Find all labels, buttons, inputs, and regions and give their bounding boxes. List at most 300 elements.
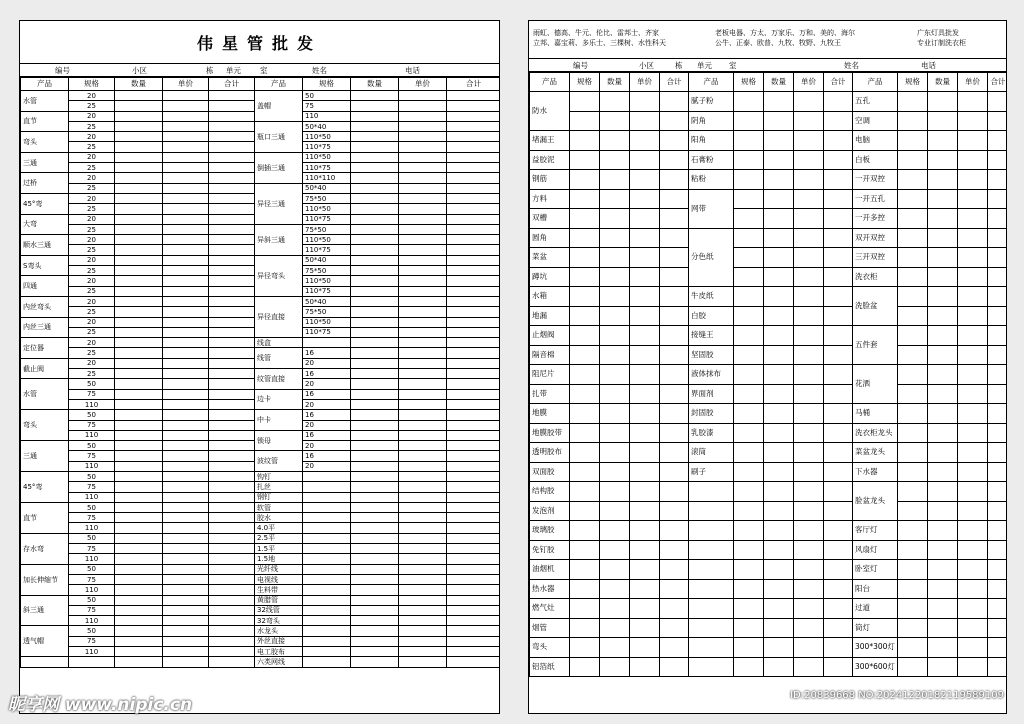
table-row xyxy=(21,585,501,595)
entry-cell xyxy=(600,365,630,385)
spec-cell xyxy=(303,564,351,574)
entry-cell xyxy=(660,482,689,502)
entry-cell xyxy=(447,152,501,162)
entry-cell xyxy=(399,564,447,574)
entry-cell xyxy=(399,513,447,523)
product-name: 免钉胶 xyxy=(530,540,570,560)
spec-cell: 20 xyxy=(69,91,115,101)
entry-cell xyxy=(824,638,853,658)
entry-cell xyxy=(163,595,209,605)
entry-cell xyxy=(447,163,501,173)
entry-cell xyxy=(447,276,501,286)
entry-cell xyxy=(115,214,163,224)
entry-cell xyxy=(734,560,764,580)
entry-cell xyxy=(399,245,447,255)
spec-cell: 25 xyxy=(69,163,115,173)
product-name: 2.5平 xyxy=(255,533,303,543)
entry-cell xyxy=(958,131,988,151)
product-name: 封固胶 xyxy=(689,404,734,424)
entry-cell xyxy=(399,369,447,379)
table-row xyxy=(530,111,1008,131)
entry-cell xyxy=(163,585,209,595)
entry-cell xyxy=(209,338,255,348)
spec-cell: 110 xyxy=(69,523,115,533)
spec-cell: 110 xyxy=(69,647,115,657)
unit-label: 单元 xyxy=(226,66,241,75)
entry-cell xyxy=(898,365,928,385)
entry-cell xyxy=(958,248,988,268)
entry-cell xyxy=(660,599,689,619)
product-name: 地漏 xyxy=(530,306,570,326)
product-name: 直节 xyxy=(21,111,69,132)
product-name: 瓶口三通 xyxy=(255,121,303,152)
entry-cell xyxy=(209,111,255,121)
table-row xyxy=(21,564,501,574)
entry-cell xyxy=(351,276,399,286)
entry-cell xyxy=(570,638,600,658)
number-label: 编号 xyxy=(55,66,70,75)
entry-cell xyxy=(351,451,399,461)
product-name: 水管 xyxy=(21,91,69,112)
entry-cell xyxy=(794,228,824,248)
entry-cell xyxy=(824,267,853,287)
entry-cell xyxy=(163,564,209,574)
entry-cell xyxy=(115,296,163,306)
entry-cell xyxy=(163,441,209,451)
entry-cell xyxy=(115,142,163,152)
table-row xyxy=(530,540,1008,560)
entry-cell xyxy=(115,204,163,214)
entry-cell xyxy=(351,245,399,255)
entry-cell xyxy=(115,121,163,131)
product-name: 4.0平 xyxy=(255,523,303,533)
product-name: 菜盆 xyxy=(530,248,570,268)
product-name: 1.5地 xyxy=(255,554,303,564)
entry-cell xyxy=(794,521,824,541)
unit-label: 单元 xyxy=(697,61,712,70)
entry-cell xyxy=(209,266,255,276)
spec-cell: 20 xyxy=(303,379,351,389)
entry-cell xyxy=(399,358,447,368)
entry-cell xyxy=(660,209,689,229)
entry-cell xyxy=(630,150,660,170)
table-row xyxy=(530,443,1008,463)
entry-cell xyxy=(570,92,600,112)
entry-cell xyxy=(928,404,958,424)
product-name: 过道 xyxy=(853,599,898,619)
spec-cell: 20 xyxy=(69,255,115,265)
entry-cell xyxy=(163,296,209,306)
entry-cell xyxy=(447,616,501,626)
entry-cell xyxy=(764,92,794,112)
entry-cell xyxy=(958,150,988,170)
table-row xyxy=(21,389,501,399)
product-name: 异径弯头 xyxy=(255,255,303,296)
entry-cell xyxy=(764,579,794,599)
entry-cell xyxy=(898,189,928,209)
entry-cell xyxy=(988,92,1008,112)
product-name xyxy=(689,540,734,560)
entry-cell xyxy=(570,579,600,599)
product-name: 双开双控 xyxy=(853,228,898,248)
table-row xyxy=(21,657,501,667)
table-row xyxy=(21,574,501,584)
entry-cell xyxy=(570,267,600,287)
entry-cell xyxy=(734,384,764,404)
product-name: 300*600灯 xyxy=(853,657,898,677)
table-row xyxy=(530,248,1008,268)
entry-cell xyxy=(988,189,1008,209)
table-row xyxy=(21,523,501,533)
entry-cell xyxy=(570,560,600,580)
product-name: 三通 xyxy=(21,441,69,472)
product-name: 内丝三通 xyxy=(21,317,69,338)
spec-cell: 110*50 xyxy=(303,152,351,162)
entry-cell xyxy=(351,348,399,358)
entry-cell xyxy=(988,248,1008,268)
product-name: S弯头 xyxy=(21,255,69,276)
table-row xyxy=(530,170,1008,190)
entry-cell xyxy=(209,121,255,131)
entry-cell xyxy=(794,482,824,502)
entry-cell xyxy=(734,482,764,502)
entry-cell xyxy=(660,423,689,443)
entry-cell xyxy=(163,574,209,584)
entry-cell xyxy=(399,317,447,327)
entry-cell xyxy=(988,111,1008,131)
spec-cell: 20 xyxy=(69,173,115,183)
entry-cell xyxy=(447,204,501,214)
entry-cell xyxy=(928,267,958,287)
table-row xyxy=(530,599,1008,619)
entry-cell xyxy=(209,502,255,512)
entry-cell xyxy=(115,574,163,584)
entry-cell xyxy=(824,618,853,638)
right-product-table xyxy=(529,72,1007,677)
entry-cell xyxy=(163,266,209,276)
entry-cell xyxy=(115,461,163,471)
entry-cell xyxy=(600,482,630,502)
entry-cell xyxy=(600,501,630,521)
entry-cell xyxy=(115,430,163,440)
spec-cell: 75 xyxy=(69,636,115,646)
spec-cell: 20 xyxy=(69,111,115,121)
entry-cell xyxy=(351,471,399,481)
entry-cell xyxy=(163,183,209,193)
spec-cell: 75*50 xyxy=(303,224,351,234)
entry-cell xyxy=(988,618,1008,638)
spec-cell: 16 xyxy=(303,369,351,379)
entry-cell xyxy=(794,657,824,677)
entry-cell xyxy=(115,338,163,348)
entry-cell xyxy=(399,142,447,152)
entry-cell xyxy=(824,228,853,248)
room-label: 室 xyxy=(260,66,268,75)
entry-cell xyxy=(447,183,501,193)
entry-cell xyxy=(794,579,824,599)
product-name: 1.5平 xyxy=(255,544,303,554)
entry-cell xyxy=(898,560,928,580)
product-name: 结构胶 xyxy=(530,482,570,502)
product-name: 软管 xyxy=(255,502,303,512)
entry-cell xyxy=(600,599,630,619)
entry-cell xyxy=(447,286,501,296)
entry-cell xyxy=(794,92,824,112)
entry-cell xyxy=(764,599,794,619)
spec-cell: 50 xyxy=(303,91,351,101)
product-name: 异径三通 xyxy=(255,183,303,224)
table-row xyxy=(21,492,501,502)
entry-cell xyxy=(958,111,988,131)
entry-cell xyxy=(399,492,447,502)
entry-cell xyxy=(794,111,824,131)
entry-cell xyxy=(209,554,255,564)
entry-cell xyxy=(399,399,447,409)
entry-cell xyxy=(734,521,764,541)
entry-cell xyxy=(958,92,988,112)
entry-cell xyxy=(958,618,988,638)
product-name: 脸盆龙头 xyxy=(853,482,898,521)
entry-cell xyxy=(447,317,501,327)
entry-cell xyxy=(630,306,660,326)
entry-cell xyxy=(734,111,764,131)
entry-cell xyxy=(163,605,209,615)
entry-cell xyxy=(928,579,958,599)
entry-cell xyxy=(928,599,958,619)
entry-cell xyxy=(115,513,163,523)
entry-cell xyxy=(764,443,794,463)
table-row xyxy=(530,209,1008,229)
entry-cell xyxy=(630,170,660,190)
entry-cell xyxy=(351,585,399,595)
entry-cell xyxy=(928,423,958,443)
entry-cell xyxy=(115,616,163,626)
entry-cell xyxy=(794,365,824,385)
spec-cell: 110 xyxy=(69,585,115,595)
entry-cell xyxy=(988,345,1008,365)
entry-cell xyxy=(399,430,447,440)
product-name xyxy=(689,657,734,677)
entry-cell xyxy=(209,647,255,657)
entry-cell xyxy=(734,131,764,151)
spec-cell xyxy=(303,626,351,636)
entry-cell xyxy=(898,579,928,599)
table-row xyxy=(530,326,1008,346)
entry-cell xyxy=(163,657,209,667)
table-row xyxy=(21,224,501,234)
table-row xyxy=(530,618,1008,638)
entry-cell xyxy=(958,170,988,190)
entry-cell xyxy=(163,544,209,554)
entry-cell xyxy=(794,638,824,658)
product-name: 分色纸 xyxy=(689,228,734,287)
table-row xyxy=(21,502,501,512)
entry-cell xyxy=(928,384,958,404)
product-name xyxy=(689,501,734,521)
table-row xyxy=(530,560,1008,580)
entry-cell xyxy=(351,379,399,389)
entry-cell xyxy=(660,150,689,170)
spec-cell: 25 xyxy=(69,224,115,234)
entry-cell xyxy=(928,482,958,502)
entry-cell xyxy=(630,657,660,677)
entry-cell xyxy=(734,443,764,463)
entry-cell xyxy=(447,173,501,183)
entry-cell xyxy=(209,533,255,543)
entry-cell xyxy=(351,121,399,131)
product-name: 阴角 xyxy=(689,111,734,131)
entry-cell xyxy=(115,451,163,461)
entry-cell xyxy=(351,657,399,667)
product-name: 白板 xyxy=(853,150,898,170)
spec-cell: 20 xyxy=(69,338,115,348)
product-name: 筒灯 xyxy=(853,618,898,638)
product-name: 油烟机 xyxy=(530,560,570,580)
entry-cell xyxy=(958,501,988,521)
product-name: 白胶 xyxy=(689,306,734,326)
entry-cell xyxy=(447,564,501,574)
column-header: 规格 xyxy=(898,73,928,92)
entry-cell xyxy=(660,618,689,638)
product-name: 大弯 xyxy=(21,214,69,235)
spec-cell xyxy=(303,492,351,502)
entry-cell xyxy=(630,287,660,307)
spec-cell: 75*50 xyxy=(303,266,351,276)
entry-cell xyxy=(764,345,794,365)
table-row xyxy=(530,267,1008,287)
entry-cell xyxy=(898,345,928,365)
entry-cell xyxy=(928,111,958,131)
column-header: 产品 xyxy=(530,73,570,92)
table-row xyxy=(21,338,501,348)
watermark-logo: 昵享网 www.nipic.cn xyxy=(8,695,193,715)
spec-cell: 110*50 xyxy=(303,132,351,142)
product-name: 刷子 xyxy=(689,462,734,482)
entry-cell xyxy=(958,404,988,424)
spec-cell: 50 xyxy=(69,441,115,451)
entry-cell xyxy=(447,626,501,636)
entry-cell xyxy=(399,296,447,306)
product-name: 透气帽 xyxy=(21,626,69,657)
entry-cell xyxy=(988,599,1008,619)
entry-cell xyxy=(163,554,209,564)
entry-cell xyxy=(988,521,1008,541)
product-name: 线盒 xyxy=(255,338,303,348)
entry-cell xyxy=(660,560,689,580)
entry-cell xyxy=(734,657,764,677)
entry-cell xyxy=(447,595,501,605)
entry-cell xyxy=(764,150,794,170)
entry-cell xyxy=(630,579,660,599)
entry-cell xyxy=(351,204,399,214)
spec-cell: 110*75 xyxy=(303,327,351,337)
entry-cell xyxy=(660,638,689,658)
entry-cell xyxy=(660,579,689,599)
entry-cell xyxy=(898,287,928,307)
entry-cell xyxy=(600,131,630,151)
product-name: 弯头 xyxy=(21,132,69,153)
entry-cell xyxy=(898,618,928,638)
spec-cell: 20 xyxy=(69,358,115,368)
entry-cell xyxy=(764,287,794,307)
entry-cell xyxy=(447,91,501,101)
entry-cell xyxy=(399,91,447,101)
product-name: 客厅灯 xyxy=(853,521,898,541)
entry-cell xyxy=(600,150,630,170)
entry-cell xyxy=(209,224,255,234)
entry-cell xyxy=(115,111,163,121)
entry-cell xyxy=(600,560,630,580)
entry-cell xyxy=(660,189,689,209)
spec-cell: 110*75 xyxy=(303,142,351,152)
entry-cell xyxy=(824,111,853,131)
spec-cell: 110*75 xyxy=(303,214,351,224)
entry-cell xyxy=(115,193,163,203)
entry-cell xyxy=(734,540,764,560)
table-row xyxy=(530,404,1008,424)
product-name: 一开双控 xyxy=(853,170,898,190)
entry-cell xyxy=(399,626,447,636)
phone-label: 电话 xyxy=(405,66,420,75)
entry-cell xyxy=(447,307,501,317)
table-row xyxy=(530,189,1008,209)
table-row xyxy=(530,482,1008,502)
product-name: 防水 xyxy=(530,92,570,131)
entry-cell xyxy=(399,410,447,420)
table-row xyxy=(530,365,1008,385)
entry-cell xyxy=(163,142,209,152)
entry-cell xyxy=(630,111,660,131)
entry-cell xyxy=(928,326,958,346)
product-name: 四通 xyxy=(21,276,69,297)
product-name: 盖帽 xyxy=(255,91,303,122)
spec-cell xyxy=(303,574,351,584)
entry-cell xyxy=(115,492,163,502)
entry-cell xyxy=(764,189,794,209)
product-name: 网带 xyxy=(689,189,734,228)
spec-cell: 75 xyxy=(69,451,115,461)
entry-cell xyxy=(447,142,501,152)
spec-cell: 110*75 xyxy=(303,163,351,173)
entry-cell xyxy=(734,248,764,268)
entry-cell xyxy=(630,326,660,346)
product-name: 地膜 xyxy=(530,404,570,424)
spec-cell: 110 xyxy=(69,461,115,471)
product-name: 五件套 xyxy=(853,326,898,365)
entry-cell xyxy=(163,502,209,512)
entry-cell xyxy=(630,560,660,580)
spec-cell: 16 xyxy=(303,348,351,358)
entry-cell xyxy=(734,404,764,424)
entry-cell xyxy=(351,214,399,224)
entry-cell xyxy=(660,404,689,424)
product-name: 水箱 xyxy=(530,287,570,307)
entry-cell xyxy=(209,358,255,368)
product-name: 接缝王 xyxy=(689,326,734,346)
product-name: 波纹管 xyxy=(255,451,303,472)
entry-cell xyxy=(958,267,988,287)
entry-cell xyxy=(824,404,853,424)
entry-cell xyxy=(898,267,928,287)
product-name: 线管 xyxy=(255,348,303,369)
spec-cell: 16 xyxy=(303,451,351,461)
entry-cell xyxy=(209,245,255,255)
left-product-table xyxy=(20,77,500,668)
table-row xyxy=(530,345,1008,365)
product-name: 异径直接 xyxy=(255,296,303,337)
spec-cell xyxy=(303,533,351,543)
table-row xyxy=(21,91,501,101)
